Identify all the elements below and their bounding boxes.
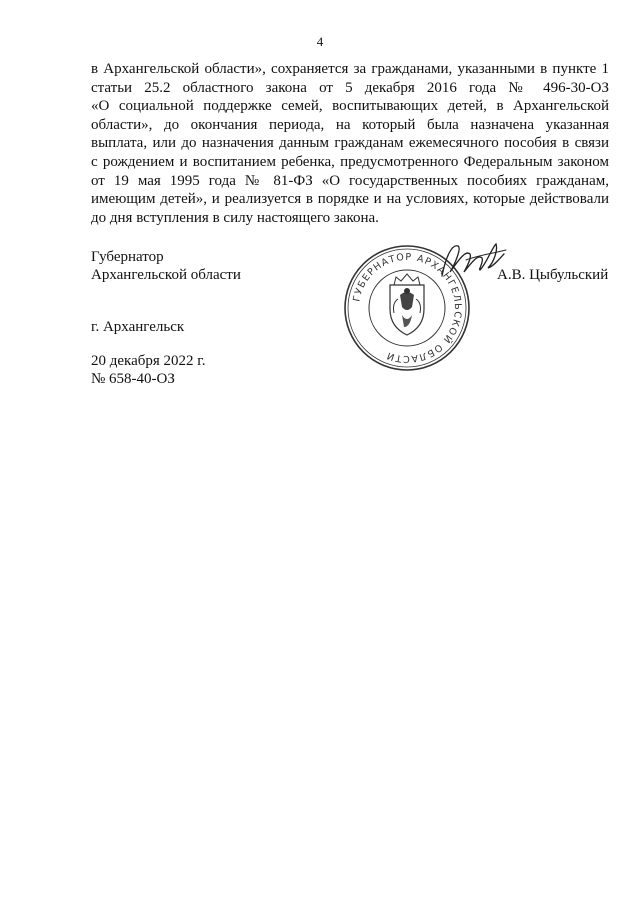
body-line: выплата, или до назначения данным гражданам ежемесячного пособия в связи: [91, 135, 609, 152]
body-line: от 19 мая 1995 года № 81-ФЗ «О государственных пособиях гражданам,: [91, 172, 609, 189]
body-line: имеющим детей», и реализуется в порядке и на условиях, которые действовали: [91, 191, 609, 208]
body-line: статьи 25.2 областного закона от 5 декабря 2016 года № 496-30-ОЗ: [91, 79, 609, 96]
body-text: [91, 60, 609, 227]
body-line: до дня вступления в силу настоящего закона.: [91, 209, 379, 226]
seal-text: ГУБЕРНАТОР АРХАНГЕЛЬСКОЙ ОБЛАСТИ: [351, 251, 464, 365]
body-line: области», до окончания периода, на который была назначена указанная: [91, 116, 609, 133]
governor-title: Губернатор: [91, 249, 164, 265]
law-number: № 658-40-ОЗ: [91, 371, 175, 387]
body-line: в Архангельской области», сохраняется за гражданами, указанными в пункте 1: [91, 61, 609, 77]
body-line: «О социальной поддержке семей, воспитывающих детей, в Архангельской: [91, 98, 609, 115]
governor-name: А.В. Цыбульский: [497, 267, 609, 283]
governor-region: Архангельской области: [91, 267, 241, 283]
handwritten-signature-icon: [436, 236, 510, 282]
signing-place: г. Архангельск: [91, 319, 185, 335]
page-number: 4: [316, 34, 324, 49]
signing-date: 20 декабря 2022 г.: [91, 353, 206, 369]
body-line: с рождением и воспитанием ребенка, предусмотренного Федеральным законом: [91, 153, 609, 170]
